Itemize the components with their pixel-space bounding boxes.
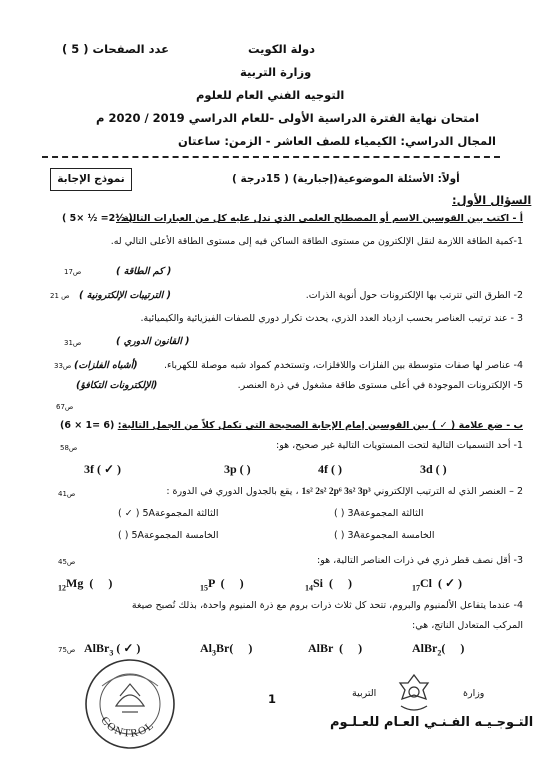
mcq-4-option-c[interactable]: AlBr ( ) <box>308 641 363 655</box>
definition-3-text: 3 - عند ترتيب العناصر بحسب ازدياد العدد الذري، يحدث تكرار دوري للصفات الفيزيائية والكيميائية. <box>140 313 523 324</box>
section-title: أولاً: الأسئلة الموضوعية(إجبارية) ( 15درجة ) <box>232 173 460 185</box>
mcq-3-option-b[interactable]: $_{15}$P ( ) <box>200 576 244 593</box>
mcq-2-option-b[interactable]: الثالثة المجموعة5A ( ✓ ) <box>118 508 219 519</box>
mcq-2-stem-post: ، يقع بالجدول الدوري في الدورة : <box>166 486 299 497</box>
definition-3-page-ref: ص31 <box>64 339 82 347</box>
definition-3-answer: ( القانون الدوري ) <box>116 336 190 347</box>
mcq-3-option-d[interactable]: $_{17}$Cl ( ✓ ) <box>412 576 463 593</box>
mcq-2-stem <box>70 486 523 497</box>
mcq-2-electron-config: 1s² 2s² 2p⁶ 3s² 3p³ <box>301 487 371 497</box>
mcq-2-stem-pre: 2 – العنصر الذي له الترتيب الإلكتروني <box>373 486 523 497</box>
exam-title: امتحان نهاية الفترة الدراسية الأولى -للعام الدراسي 2019 / 2020 م <box>96 111 480 125</box>
svg-text:CONTROL <box>98 715 157 740</box>
department-name: التوجيه الفني العام للعلوم <box>196 88 345 102</box>
stamp-label: CONTROL <box>98 714 157 740</box>
definition-4-text: 4- عناصر لها صفات متوسطة بين الفلزات واللافلزات، وتستخدم كمواد شبه موصلة للكهرباء. <box>164 360 523 371</box>
mcq-4-option-a[interactable]: AlBr$_3$ ( ✓ ) <box>84 641 141 658</box>
definition-2-page-ref: ص 21 <box>50 292 70 300</box>
question-1-title: السؤال الأول: <box>452 193 532 207</box>
mcq-3-stem: 3- أقل نصف قطر ذري في ذرات العناصر التالية، هو: <box>317 555 523 566</box>
footer-ministry-small: وزارة <box>463 688 485 699</box>
header-divider <box>42 156 500 158</box>
mcq-1-page-ref: ص58 <box>60 444 78 452</box>
mcq-3-option-a[interactable]: $_{12}$Mg ( ) <box>58 576 113 593</box>
definition-2-answer: ( الترتيبات الإلكترونية ) <box>79 290 171 301</box>
page-number: 1 <box>268 692 277 706</box>
mcq-1-option-c[interactable]: 4f ( ) <box>318 462 342 476</box>
mcq-2-option-d[interactable]: الخامسة المجموعة5A ( ) <box>118 530 219 541</box>
footer-department: التـوجـيـه الفـنـي العـام للعـلـوم <box>330 715 534 730</box>
country-name: دولة الكويت <box>248 42 315 56</box>
mcq-1-option-b[interactable]: 3p ( ) <box>224 462 251 476</box>
definition-1-page-ref: ص17 <box>64 268 82 276</box>
definition-5-page-ref: ص67 <box>56 403 74 411</box>
subject-line: المجال الدراسي: الكيمياء للصف العاشر - الزمن: ساعتان <box>178 134 496 148</box>
definition-1-text: 1-كمية الطاقة اللازمة لنقل الإلكترون من مستوى الطاقة الساكن فيه إلى مستوى الطاقة الأعلى التالي له. <box>110 236 523 247</box>
part-a-title: أ - اكتب بين القوسين الاسم أو المصطلح العلمي الذي تدل عليه كل من العبارات التالية : <box>115 213 523 224</box>
mcq-4-option-b[interactable]: $Al_3Br$( ) <box>200 641 253 658</box>
mcq-4-stem-line2: المركب المتعادل الناتج، هي: <box>412 620 523 631</box>
definition-4-page-ref: ص33 <box>54 362 72 370</box>
model-answer-box: نموذج الإجابة <box>50 168 132 191</box>
mcq-1-option-a[interactable]: 3f ( ✓ ) <box>84 462 122 476</box>
kuwait-emblem-icon <box>395 672 433 712</box>
definition-5-text: 5- الإلكترونات الموجودة في أعلى مستوى طاقة مشغول في ذرة العنصر. <box>237 380 523 391</box>
mcq-4-page-ref: ص75 <box>58 646 76 654</box>
mcq-4-stem: 4- عندما يتفاعل الألمنيوم والبروم، تتحد كل ثلاث ذرات بروم مع ذرة المنيوم واحدة، بذلك تُصبح صيغة <box>131 600 523 611</box>
mcq-2-page-ref: ص41 <box>58 490 76 498</box>
mcq-1-stem: 1- أحد التسميات التالية لتحت المستويات التالية غير صحيح، هو: <box>276 440 523 451</box>
footer-ministry-word: التربية <box>352 688 377 699</box>
mcq-4-option-d[interactable]: AlBr$_2$( ) <box>412 641 465 658</box>
ministry-name: وزارة التربية <box>240 65 312 79</box>
definition-5-answer: (الإلكترونات التكافؤ) <box>76 380 158 391</box>
definition-1-answer: ( كم الطاقة ) <box>116 266 172 277</box>
definition-4-answer: (أشباه الفلزات) <box>74 360 138 371</box>
definition-2-text: 2- الطرق التي تترتب بها الإلكترونات حول أنوية الذرات. <box>305 290 523 301</box>
part-b-marks: (6 × 1= 6) <box>60 420 115 431</box>
mcq-2-option-a[interactable]: الثالثة المجموعة3A ( ) <box>334 508 424 519</box>
mcq-3-option-c[interactable]: $_{14}$Si ( ) <box>305 576 352 593</box>
mcq-2-option-c[interactable]: الخامسة المجموعة3A ( ) <box>334 530 435 541</box>
part-a-marks: ( 5× ½ =2½ ) <box>62 213 133 224</box>
control-stamp <box>82 656 178 752</box>
mcq-3-page-ref: ص45 <box>58 558 76 566</box>
page-count-label: عدد الصفحات ( 5 ) <box>62 42 169 56</box>
part-b-title: ب - ضع علامة ( ✓ ) بين القوسين إمام الإجابة الصحيحة التي تكمل كلاً من الجمل التالية: <box>117 420 523 431</box>
mcq-1-option-d[interactable]: 3d ( ) <box>420 462 447 476</box>
